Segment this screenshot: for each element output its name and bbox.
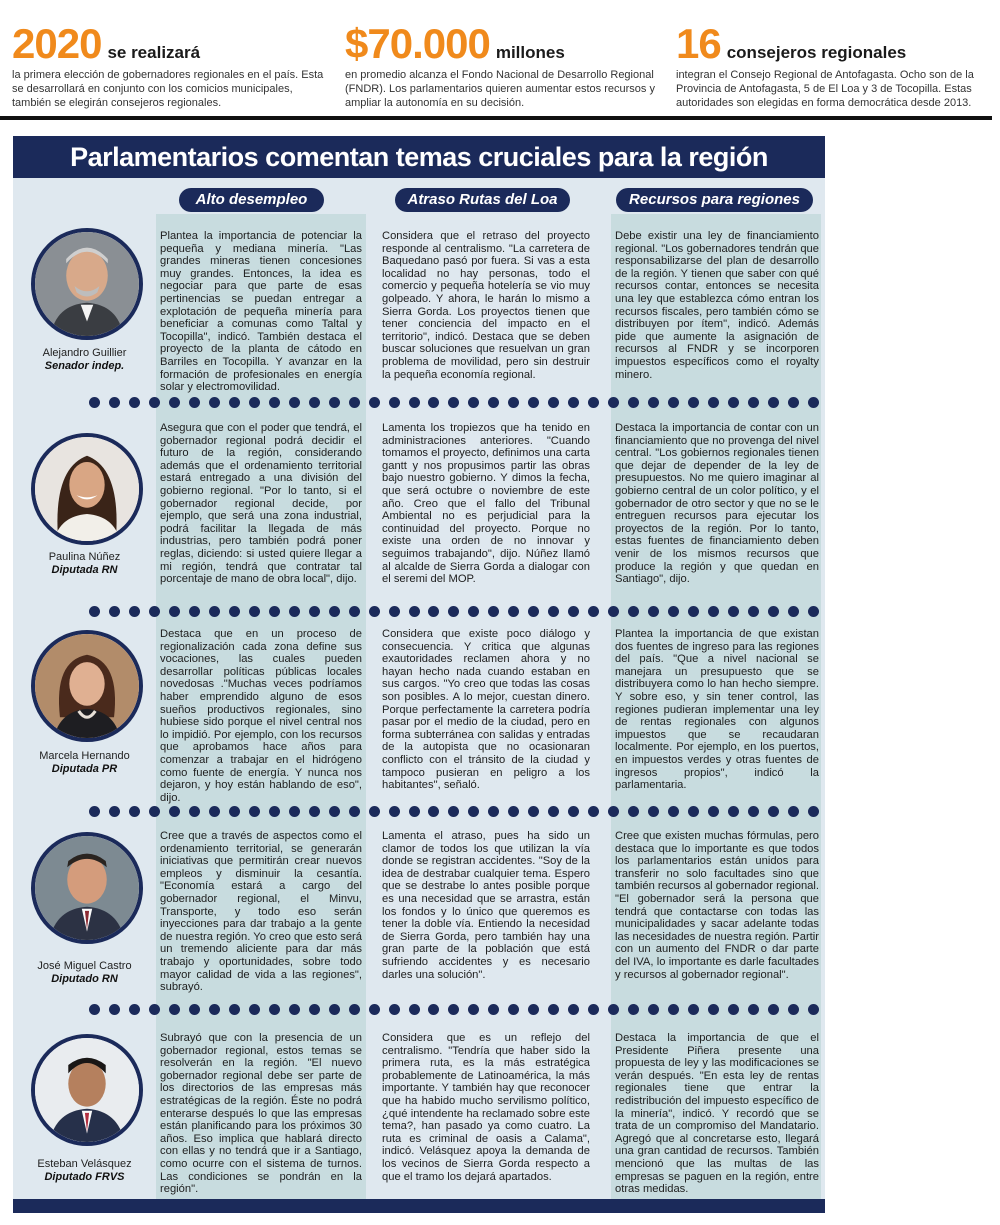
title-bar — [13, 136, 825, 178]
stat-consejeros — [676, 22, 991, 110]
quote-recursos: Destaca la importancia de contar con un financiamiento que no provenga del nivel central. "Los gobiernos regionales tienen que dejar de depender de la ley de presupuestos. No me quiero imaginar al gobierno central de un color político, y el gobernador de otro sector y que no se le entreguen recursos para ejecutar los proyectos de la región. Por lo tanto, estas fuentes de financiamiento deben venir de los mismos recursos que produce la región y que quedan en Santiago", dijo. — [615, 422, 819, 586]
person-name: Esteban Velásquez — [37, 1158, 132, 1170]
stat-number: $70.000 — [345, 20, 490, 67]
stat-heading: consejeros regionales — [726, 43, 907, 62]
dot-separator — [89, 1002, 819, 1016]
person-role: Diputada PR — [51, 763, 118, 775]
person-name: Paulina Núñez — [48, 551, 121, 563]
quote-desempleo: Asegura que con el poder que tendrá, el gobernador regional podrá decidir el futuro de la región, considerando además que el ordenamiento territorial estará entregado a una división del gobierno regional. "Por lo tanto, si el gobernador regional decide, por ejemplo, que será una zona industrial, podrá facilitar la llegada de más industrias, pero también podrá poner reglas, diciendo: si usted quiere llegar a mi región, tendrá que contratar tal porcentaje de mano de obra local", dijo. — [160, 422, 362, 586]
stat-fndr — [345, 22, 655, 110]
quote-desempleo: Cree que a través de aspectos como el ordenamiento territorial, se generarán iniciativas que permitirán crear nuevos empleos y disminuir la cesantía. "Economía estará a cargo del gobernador regional, el Minvu, Transporte, y todo eso serán inyecciones para dar trabajo a la gente de nuestra región. Yo creo que esto será un tremendo aliciente para dar más trabajo y oportunidades, sobre todo mayor calidad de vida a las regiones", subrayó. — [160, 830, 362, 994]
avatar — [31, 1034, 143, 1146]
dot-separator — [89, 395, 819, 409]
avatar — [31, 630, 143, 742]
column-header-rutas: Atraso Rutas del Loa — [395, 188, 570, 212]
quote-rutas: Considera que es un reflejo del centralismo. "Tendría que haber sido la primera ruta, es la más estratégica probablemente de Latinoamérica, la más importante. Y también hay que reconocer que ha habido mucho servilismo político, ¿qué intendente ha reclamado sobre este tema?, han pasado ya como cuatro. La ruta es criminal de oasis a Calama", indicó. Velásquez apoya la demanda de los vecinos de Sierra Gorda respecto a que el tramo los dejará apartados. — [382, 1032, 590, 1183]
divider — [0, 116, 992, 120]
person-role: Diputado RN — [51, 973, 118, 985]
infographic-panel — [13, 136, 825, 1213]
avatar — [31, 228, 143, 340]
stat-heading: millones — [495, 43, 565, 62]
page-title: Parlamentarios comentan temas cruciales para la región — [70, 142, 768, 172]
stat-2020 — [12, 22, 327, 110]
quote-recursos: Debe existir una ley de financiamiento regional. "Los gobernadores tendrán que responsabilizarse del plan de desarrollo de la región. Y tienen que saber con qué recursos contar, entonces se necesita una ley que establezca cómo entran los recursos fiscales, pero también cómo se distribuyen por ítem", indicó. Además pide que aumente la asignación de recursos al FNDR y se incorporen impuestos específicos como el royalty minero. — [615, 230, 819, 381]
quote-desempleo: Plantea la importancia de potenciar la pequeña y mediana minería. "Las grandes mineras tienen concesiones muy grandes. Entonces, la idea es negociar para que parte de esas pertinencias se puedan entregar a explotación de pequeña minería para beneficiar a comunas como Taltal y Tocopilla", indicó. También destaca el proyecto de la planta de cátodo en Barriles en Tocopilla. Y avanzar en la formación de profesionales en energía solar y electromovilidad. — [160, 230, 362, 394]
person-role: Senador indep. — [44, 360, 125, 372]
dot-separator — [89, 604, 819, 618]
person-name: Marcela Hernando — [39, 750, 130, 762]
quote-rutas: Lamenta los tropiezos que ha tenido en administraciones anteriores. "Cuando tomamos el proyecto, definimos una carta gantt y nos propusimos partir las obras bajo nuestro gobierno. Y dimos la fecha, que será octubre o noviembre de este año. Creo que el fallo del Tribunal Ambiental no es perjudicial para la continuidad del proyecto. Porque no existe una orden de no innovar y seguimos trabajando", dijo. Núñez llamó al alcalde de Sierra Gorda a dialogar con el seremi del MOP. — [382, 422, 590, 586]
quote-rutas: Considera que existe poco diálogo y consecuencia. Y critica que algunas exautoridades reclamen ahora y no hayan hecho nada cuando estaban en sus cargos. "Yo creo que todas las cosas son posibles. A lo mejor, cuestan dinero. Porque perfectamente la carretera podría pasar por el medio de la ciudad, pero en forma subterránea con salidas y entradas de la autopista que no ocasionaran conflicto con el tránsito de la ciudad y tampoco pusieran en peligro a los habitantes", señaló. — [382, 628, 590, 792]
dot-separator — [89, 804, 819, 818]
person-role: Diputado FRVS — [44, 1171, 125, 1183]
stat-description: la primera elección de gobernadores regionales en el país. Esta se desarrollará en conjunto con los comicios municipales, también se elegirán consejeros regionales. — [12, 69, 324, 109]
avatar — [31, 433, 143, 545]
stat-number: 16 — [676, 20, 721, 67]
stats-header — [0, 0, 1000, 118]
column-header-desempleo: Alto desempleo — [179, 188, 324, 212]
avatar — [31, 832, 143, 944]
quote-desempleo: Destaca que en un proceso de regionalización cada zona define sus vocaciones, las cuales pueden desarrollar políticas públicas locales novedosas ."Muchas veces podríamos haber emprendido alguno de esos sueños productivos regionales, sino hubiese sido porque el nivel central nos lo impidió. Por ejemplo, con los recursos que aprobamos hace años para comenzar a trabajar en el hidrógeno como fuente de energía. Y nunca nos dejaron, y hoy están hablando de eso", dijo. — [160, 628, 362, 804]
person-role: Diputada RN — [51, 564, 118, 576]
column-header-recursos: Recursos para regiones — [616, 188, 813, 212]
stat-description: integran el Consejo Regional de Antofagasta. Ocho son de la Provincia de Antofagasta, 5 de El Loa y 3 de Tocopilla. Estas autoridades son elegidas en forma democrática desde 2013. — [676, 69, 974, 109]
stat-number: 2020 — [12, 20, 102, 67]
stat-heading: se realizará — [107, 43, 201, 62]
bottom-bar — [13, 1199, 825, 1213]
quote-recursos: Cree que existen muchas fórmulas, pero destaca que lo importante es que todos los parlamentarios están unidos para transferir no solo facultades sino que también recursos al gobernador regional. "El gobernador será la persona que tendrá que contactarse con todas las municipalidades y sacar adelante todas las necesidades de nuestra región. Partir con un aumento del FNDR o dar parte del IVA, lo importante es darle facultades y recursos al gobernador regional". — [615, 830, 819, 981]
quote-rutas: Lamenta el atraso, pues ha sido un clamor de todos los que utilizan la vía donde se registran accidentes. "Soy de la idea de destrabar cualquier tema. Espero que se destrabe lo antes posible porque es una necesidad que se arrastra, están los fondos y lo único que queremos es tener la doble vía. Entiendo la necesidad de Sierra Gorda, pero también hay una gran parte de la población que está sufriendo accidentes y es necesario darles una solución". — [382, 830, 590, 981]
quote-recursos: Destaca la importancia de que el Presidente Piñera presente una propuesta de ley y las modificaciones se verán después. "En esta ley de rentas regionales tiene que entrar la redistribución del impuesto específico de la minería", indicó. Y recordó que se trata de un compromiso del Mandatario. Agregó que al concretarse esto, llegará una gran cantidad de recursos. También mencionó que las multas de las empresas se paguen en la región, entre otras medidas. — [615, 1032, 819, 1196]
quote-rutas: Considera que el retraso del proyecto responde al centralismo. "La carretera de Baquedano pasó por fuera. Si vas a esta localidad no hay personas, todo el comercio y pequeña hotelería se vio muy golpeado. Y ahora, le harán lo mismo a Sierra Gorda. Los proyectos tienen que tener conciencia del impacto en el territorio", indicó. Destaca que se deben buscar soluciones que resuelvan un gran problema de movilidad, pero sin destruir la pequeña economía regional. — [382, 230, 590, 381]
stat-description: en promedio alcanza el Fondo Nacional de Desarrollo Regional (FNDR). Los parlamentarios quieren aumentar estos recursos y ampliar la autonomía en su decisión. — [345, 69, 655, 109]
person-name: Alejandro Guillier — [42, 347, 127, 359]
quote-desempleo: Subrayó que con la presencia de un gobernador regional, estos temas se resolverán en la región. "El nuevo gobernador regional debe ser parte de los directorios de las empresas más estratégicas de la región. Éste no podrá enterarse después lo que las empresas están planificando para los próximos 30 años. Eso implica que hablará directo con ellas y no tendrá que ir a Santiago, como ocurre con el sistema de turnos. Las condiciones se pondrán en la región". — [160, 1032, 362, 1196]
person-name: José Miguel Castro — [37, 960, 132, 972]
quote-recursos: Plantea la importancia de que existan dos fuentes de ingreso para las regiones del país. "Que a nivel nacional se manejara un presupuesto que se distribuyera como lo han hecho siempre. Y sobre eso, y sin tener control, las regiones pudieran implementar una ley de rentas regionales con algunos impuestos que se recaudaran localmente. Por ejemplo, en los puertos, en impuestos verdes y otras fuentes de ingresos propios", indicó la parlamentaria. — [615, 628, 819, 792]
